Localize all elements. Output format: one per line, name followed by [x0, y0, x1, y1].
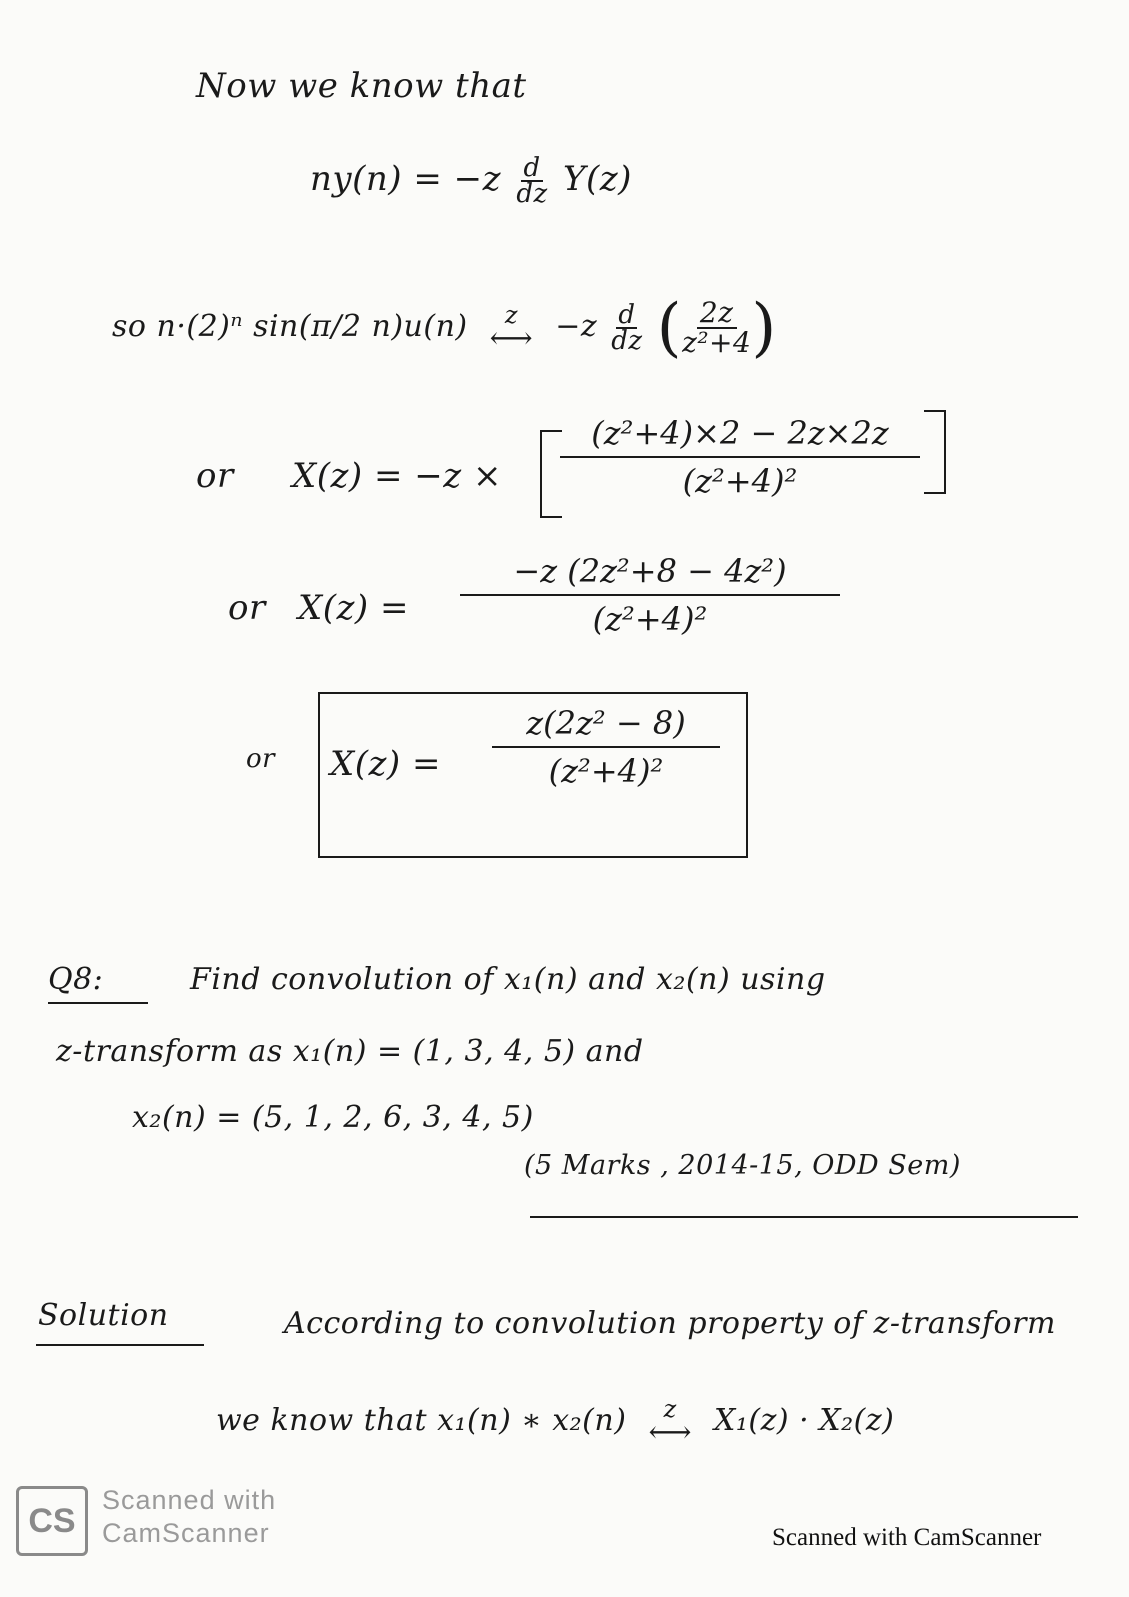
step2-bar — [460, 594, 840, 596]
step3-or: or — [246, 744, 276, 774]
question-line1: Find convolution of x₁(n) and x₂(n) using — [190, 962, 826, 997]
footer-text: Scanned with CamScanner — [772, 1524, 1042, 1551]
watermark-line1: Scanned with — [102, 1485, 277, 1515]
z-transform-arrow: z ⟷ — [648, 1395, 692, 1450]
so-frac-den: z²+4 — [682, 326, 752, 359]
solution-label: Solution — [38, 1298, 169, 1333]
step1-right-bracket — [924, 410, 946, 494]
step3-denominator: (z²+4)² — [548, 752, 664, 790]
property-rhs: Y(z) — [563, 159, 632, 199]
so-fraction: ( $\frac{2z}{\text{z²+4}}$ ) — [656, 291, 777, 365]
step2-or: or — [228, 588, 266, 628]
question-label: Q8: — [48, 962, 104, 997]
question-marks-underline — [530, 1216, 1078, 1218]
derivative-operator: $\frac{d}{dz}$ — [611, 300, 643, 356]
step3-bar — [492, 746, 720, 748]
property-equation — [310, 153, 632, 209]
step2-lhs: X(z) = — [298, 588, 409, 628]
step3-fraction — [492, 704, 720, 790]
question-marks: (5 Marks , 2014-15, ODD Sem) — [524, 1150, 961, 1181]
z-transform-arrow: z ⟷ — [489, 301, 534, 356]
question-label-underline — [48, 1002, 148, 1004]
solution-lhs: we know that x₁(n) ∗ x₂(n) — [216, 1403, 627, 1438]
step3-numerator: z(2z² − 8) — [526, 704, 686, 742]
solution-label-underline — [36, 1344, 204, 1346]
question-line2: z-transform as x₁(n) = (1, 3, 4, 5) and — [56, 1034, 644, 1069]
step1-lhs: X(z) = −z × — [292, 456, 502, 496]
camscanner-watermark — [102, 1484, 276, 1550]
so-word: so — [112, 309, 147, 344]
intro-text: Now we know that — [196, 66, 527, 106]
step2-fraction — [460, 552, 840, 638]
so-frac-num: 2z — [697, 299, 737, 329]
camscanner-logo-icon: CS — [16, 1486, 88, 1556]
step2-denominator: (z²+4)² — [592, 600, 708, 638]
watermark-line2: CamScanner — [102, 1518, 270, 1548]
step1-fraction — [560, 414, 920, 500]
property-lhs: ny(n) = −z — [310, 159, 502, 199]
solution-line2 — [216, 1395, 895, 1450]
step1-left-bracket — [540, 430, 562, 518]
step1-or: or — [196, 456, 234, 496]
step3-lhs: X(z) = — [330, 744, 441, 784]
step1-bar — [560, 456, 920, 458]
step2-numerator: −z (2z²+8 − 4z²) — [513, 552, 787, 590]
step1-numerator: (z²+4)×2 − 2z×2z — [591, 414, 889, 452]
so-equation — [112, 291, 777, 365]
solution-rhs: X₁(z) · X₂(z) — [714, 1403, 895, 1438]
so-neg-z: −z — [555, 309, 598, 344]
solution-line1: According to convolution property of z-transform — [284, 1306, 1056, 1341]
derivative-operator: $\frac{d}{dz}$ — [516, 153, 548, 209]
so-lhs: n·(2)ⁿ sin(π/2 n)u(n) — [156, 309, 468, 344]
question-line3: x₂(n) = (5, 1, 2, 6, 3, 4, 5) — [132, 1100, 534, 1135]
step1-denominator: (z²+4)² — [682, 462, 798, 500]
